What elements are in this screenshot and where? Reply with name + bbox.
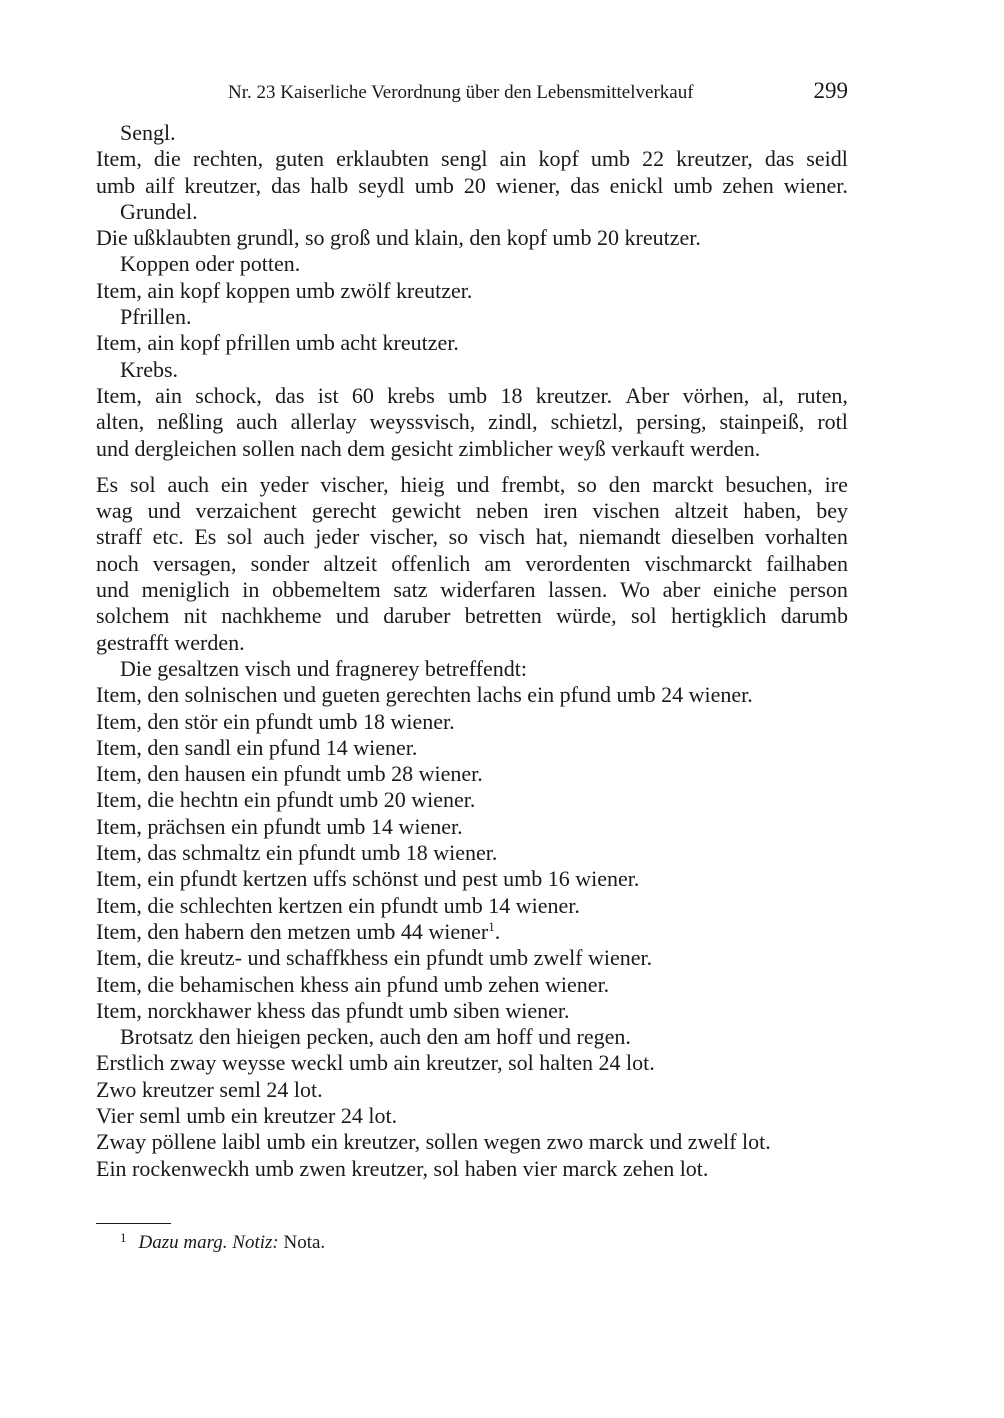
section-heading-line: Brotsatz den hieigen pecken, auch den am hoff und regen. xyxy=(120,1024,631,1050)
footnote-text: Nota. xyxy=(278,1232,326,1253)
section-heading-line: Pfrillen. xyxy=(120,304,192,330)
section-heading-line: Sengl. xyxy=(120,120,176,145)
text-line: Item, den hausen ein pfundt umb 28 wiener. xyxy=(96,761,483,787)
text-line: umb ailf kreutzer, das halb seydl umb 20 wiener, das enickl umb zehen wiener. xyxy=(96,172,848,198)
text-line: Item, ain schock, das ist 60 krebs umb 18 kreutzer. Aber vörhen, al, ruten, xyxy=(96,382,848,408)
running-head: Nr. 23 Kaiserliche Verordnung über den Lebensmittelverkauf xyxy=(228,82,694,103)
text-line: Erstlich zway weysse weckl umb ain kreutzer, sol halten 24 lot. xyxy=(96,1050,655,1076)
section-heading-line: Grundel. xyxy=(120,198,198,224)
text-line: Item, den habern den metzen umb 44 wiener$^1$. xyxy=(96,918,501,944)
text-line: Item, die schlechten kertzen ein pfundt umb 14 wiener. xyxy=(96,892,580,918)
text-line: und dergleichen sollen nach dem gesicht zimblicher weyß verkauft werden. xyxy=(96,435,761,461)
text-line: Zwo kreutzer seml 24 lot. xyxy=(96,1076,323,1102)
page-header xyxy=(96,78,848,108)
footnote-italic: Dazu marg. Notiz: xyxy=(138,1232,279,1253)
text-line: Item, den solnischen und gueten gerechten lachs ein pfund umb 24 wiener. xyxy=(96,682,753,708)
footnote-rule xyxy=(96,1223,171,1224)
text-line: Zway pöllene laibl umb ein kreutzer, sollen wegen zwo marck und zwelf lot. xyxy=(96,1129,771,1155)
text-line: gestrafft werden. xyxy=(96,629,245,655)
text-line: Item, die kreutz- und schaffkhess ein pfundt umb zwelf wiener. xyxy=(96,945,653,971)
text-line: Item, das schmaltz ein pfundt umb 18 wiener. xyxy=(96,840,498,866)
footnote-reference: 1 xyxy=(488,918,495,934)
text-line: Es sol auch ein yeder vischer, hieig und frembt, so den marckt besuchen, ire xyxy=(96,471,848,497)
price-list-fresh-fish xyxy=(96,120,848,462)
text-line: Item, ein pfundt kertzen uffs schönst und pest umb 16 wiener. xyxy=(96,866,640,892)
text-line: straff etc. Es sol auch jeder vischer, so visch hat, niemandt dieselben vorhalten xyxy=(96,524,848,550)
section-heading-line: Krebs. xyxy=(120,356,179,382)
text-line: alten, neßling auch allerlay weyssvisch, zindl, schietzl, persing, stainpeiß, rotl xyxy=(96,409,848,435)
footnote-mark: 1 xyxy=(120,1230,127,1245)
text-line: wag und verzaichent gerecht gewicht neben iren vischen altzeit haben, bey xyxy=(96,498,848,524)
page-number: 299 xyxy=(813,78,848,103)
ordinance-paragraph xyxy=(96,472,848,1182)
text-line: noch versagen, sonder altzeit offenlich am verordenten vischmarckt failhaben xyxy=(96,550,848,576)
section-heading-line: Koppen oder potten. xyxy=(120,251,301,277)
text-line: Item, den sandl ein pfund 14 wiener. xyxy=(96,734,418,760)
text-line: Item, die rechten, guten erklaubten sengl ain kopf umb 22 kreutzer, das seidl xyxy=(96,146,848,172)
text-line: Vier seml umb ein kreutzer 24 lot. xyxy=(96,1102,398,1128)
text-line: Item, den stör ein pfundt umb 18 wiener. xyxy=(96,708,455,734)
text-line: Die ußklaubten grundl, so groß und klain, den kopf umb 20 kreutzer. xyxy=(96,225,701,251)
text-line: und meniglich in obbemeltem satz widerfaren lassen. Wo aber einiche person xyxy=(96,577,848,603)
text-line: Item, die hechtn ein pfundt umb 20 wiener. xyxy=(96,787,476,813)
text-line: Item, ain kopf pfrillen umb acht kreutzer. xyxy=(96,330,459,356)
text-line: solchem nit nachkheme und daruber betretten würde, sol hertigklich darumb xyxy=(96,603,848,629)
text-line: Item, prächsen ein pfundt umb 14 wiener. xyxy=(96,813,463,839)
section-heading-line: Die gesaltzen visch und fragnerey betreffendt: xyxy=(120,655,528,681)
text-line: Item, die behamischen khess ain pfund umb zehen wiener. xyxy=(96,971,610,997)
body-text xyxy=(96,120,848,1182)
text-line: Item, ain kopf koppen umb zwölf kreutzer. xyxy=(96,277,473,303)
text-line: Item, norckhawer khess das pfundt umb siben wiener. xyxy=(96,997,570,1023)
text-line: Ein rockenweckh umb zwen kreutzer, sol haben vier marck zehen lot. xyxy=(96,1155,709,1181)
footnote xyxy=(120,1230,325,1254)
